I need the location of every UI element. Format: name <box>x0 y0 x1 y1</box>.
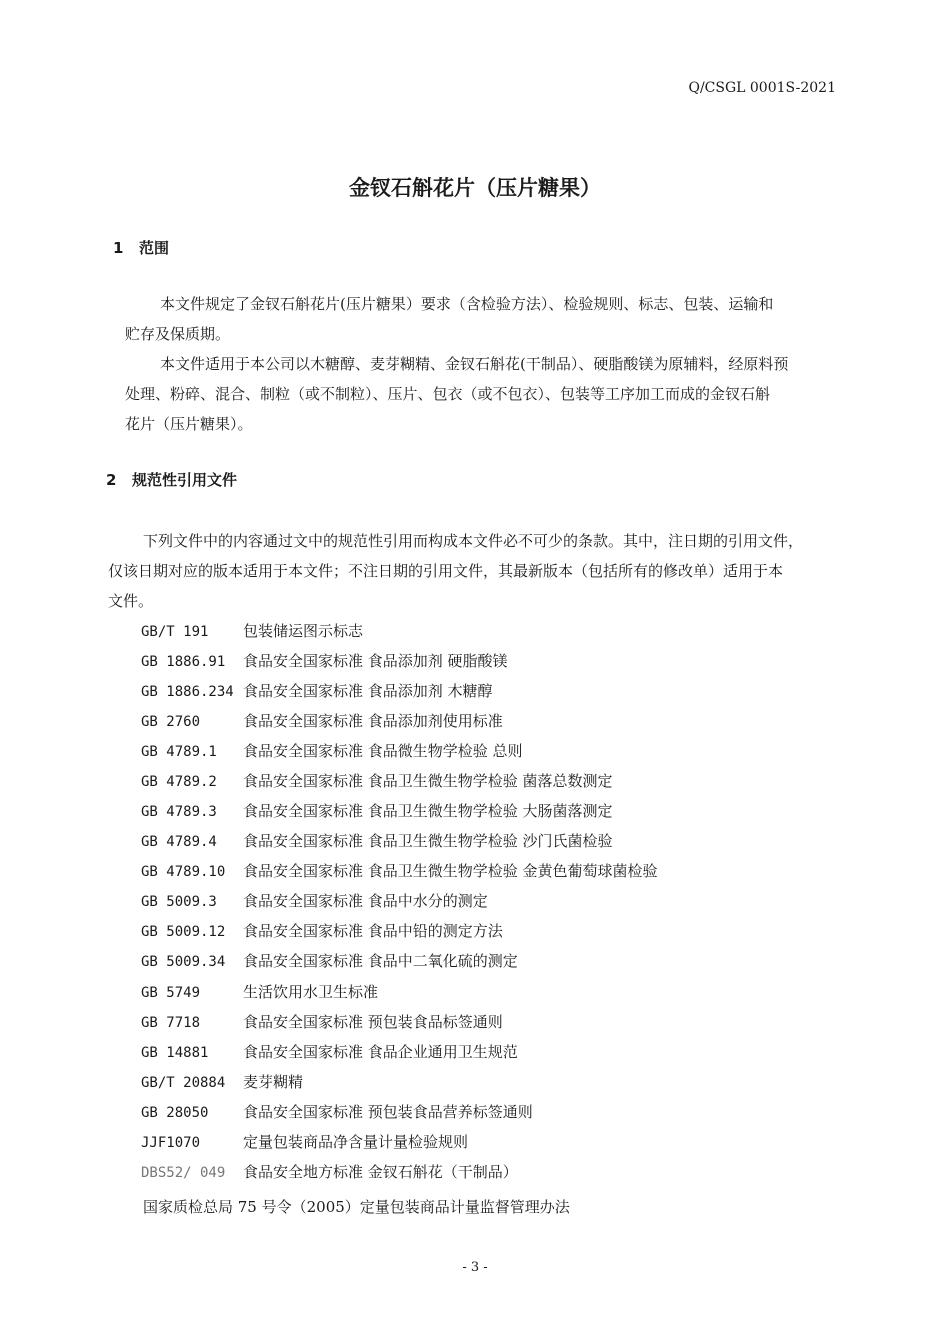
reference-title: 食品安全国家标准 预包装食品标签通则 <box>243 1013 503 1031</box>
reference-title: 生活饮用水卫生标准 <box>243 983 379 1001</box>
reference-item <box>141 770 613 791</box>
reference-item <box>141 620 363 641</box>
reference-code: GB 5009.3 <box>141 894 217 910</box>
reference-title: 定量包装商品净含量计量检验规则 <box>243 1133 469 1151</box>
reference-item <box>141 830 613 851</box>
reference-code: GB/T 20884 <box>141 1075 226 1091</box>
section-2-title: 规范性引用文件 <box>132 471 238 489</box>
section-2-line: 文件。 <box>108 592 154 610</box>
reference-item <box>141 800 613 821</box>
reference-item <box>141 1161 518 1182</box>
section-2-line: 下列文件中的内容通过文中的规范性引用而构成本文件必不可少的条款。其中，注日期的引用文件， <box>143 532 804 550</box>
reference-code: GB 4789.10 <box>141 864 226 880</box>
reference-item <box>141 1041 518 1062</box>
reference-item <box>141 740 523 761</box>
reference-item <box>141 890 488 911</box>
section-1-heading <box>113 237 169 258</box>
reference-item <box>141 1071 303 1092</box>
reference-item <box>141 860 658 881</box>
section-2-line: 仅该日期对应的版本适用于本文件；不注日期的引用文件，其最新版本（包括所有的修改单）适用于本 <box>108 562 784 580</box>
reference-code: GB 4789.2 <box>141 774 217 790</box>
section-1-line: 花片（压片糖果）。 <box>125 415 253 433</box>
reference-code: GB 7718 <box>141 1015 201 1031</box>
reference-title: 食品安全国家标准 食品微生物学检验 总则 <box>243 742 523 760</box>
reference-code: DBS52/ 049 <box>141 1165 226 1181</box>
reference-item <box>141 710 503 731</box>
reference-title: 食品安全国家标准 食品卫生微生物学检验 大肠菌落测定 <box>243 802 613 820</box>
reference-code: GB 14881 <box>141 1045 209 1061</box>
reference-code: GB 1886.234 <box>141 684 234 700</box>
reference-code: GB 2760 <box>141 714 201 730</box>
reference-code: GB 4789.1 <box>141 744 217 760</box>
page-number: - 3 - <box>462 1260 488 1275</box>
reference-title: 食品安全国家标准 食品企业通用卫生规范 <box>243 1043 518 1061</box>
reference-title: 食品安全国家标准 食品中水分的测定 <box>243 892 488 910</box>
section-1-line: 贮存及保质期。 <box>125 325 231 343</box>
reference-code: GB 1886.91 <box>141 654 226 670</box>
reference-item <box>141 950 518 971</box>
reference-code: GB 5009.12 <box>141 924 226 940</box>
reference-item-decree: 国家质检总局 75 号令（2005）定量包装商品计量监督管理办法 <box>143 1198 570 1216</box>
document-code: Q/CSGL 0001S-2021 <box>688 80 836 96</box>
section-1-line: 本文件适用于本公司以木糖醇、麦芽糊精、金钗石斛花(干制品）、硬脂酸镁为原辅料，经原料预 <box>160 355 789 373</box>
section-1-line: 本文件规定了金钗石斛花片(压片糖果）要求（含检验方法）、检验规则、标志、包装、运输和 <box>160 295 774 313</box>
reference-title: 食品安全国家标准 食品卫生微生物学检验 金黄色葡萄球菌检验 <box>243 862 658 880</box>
reference-item <box>141 650 508 671</box>
reference-title: 食品安全国家标准 食品中二氧化硫的测定 <box>243 952 518 970</box>
reference-title: 食品安全国家标准 食品添加剂 木糖醇 <box>243 682 493 700</box>
reference-title: 食品安全地方标准 金钗石斛花（干制品） <box>243 1163 518 1181</box>
reference-code: GB/T 191 <box>141 624 209 640</box>
reference-item <box>141 1101 533 1122</box>
reference-title: 食品安全国家标准 食品添加剂使用标准 <box>243 712 503 730</box>
reference-code: GB 5749 <box>141 985 201 1001</box>
reference-code: GB 28050 <box>141 1105 209 1121</box>
reference-item <box>141 1011 503 1032</box>
reference-code: GB 5009.34 <box>141 954 226 970</box>
reference-title: 食品安全国家标准 食品卫生微生物学检验 菌落总数测定 <box>243 772 613 790</box>
reference-title: 食品安全国家标准 食品中铅的测定方法 <box>243 922 503 940</box>
reference-title: 食品安全国家标准 预包装食品营养标签通则 <box>243 1103 533 1121</box>
reference-item <box>141 920 503 941</box>
reference-item <box>141 680 493 701</box>
section-2-number: 2 <box>106 471 117 489</box>
reference-code: GB 4789.4 <box>141 834 217 850</box>
reference-code: GB 4789.3 <box>141 804 217 820</box>
reference-code: JJF1070 <box>141 1135 201 1151</box>
reference-item <box>141 1131 468 1152</box>
section-1-number: 1 <box>113 239 124 257</box>
section-1-line: 处理、粉碎、混合、制粒（或不制粒）、压片、包衣（或不包衣）、包装等工序加工而成的金钗石斛 <box>125 385 771 403</box>
document-title: 金钗石斛花片（压片糖果） <box>349 176 601 200</box>
section-2-heading <box>106 469 237 490</box>
section-1-title: 范围 <box>139 239 170 257</box>
reference-item <box>141 981 378 1002</box>
reference-title: 食品安全国家标准 食品卫生微生物学检验 沙门氏菌检验 <box>243 832 613 850</box>
reference-title: 麦芽糊精 <box>243 1073 304 1091</box>
reference-title: 食品安全国家标准 食品添加剂 硬脂酸镁 <box>243 652 508 670</box>
reference-title: 包装储运图示标志 <box>243 622 364 640</box>
